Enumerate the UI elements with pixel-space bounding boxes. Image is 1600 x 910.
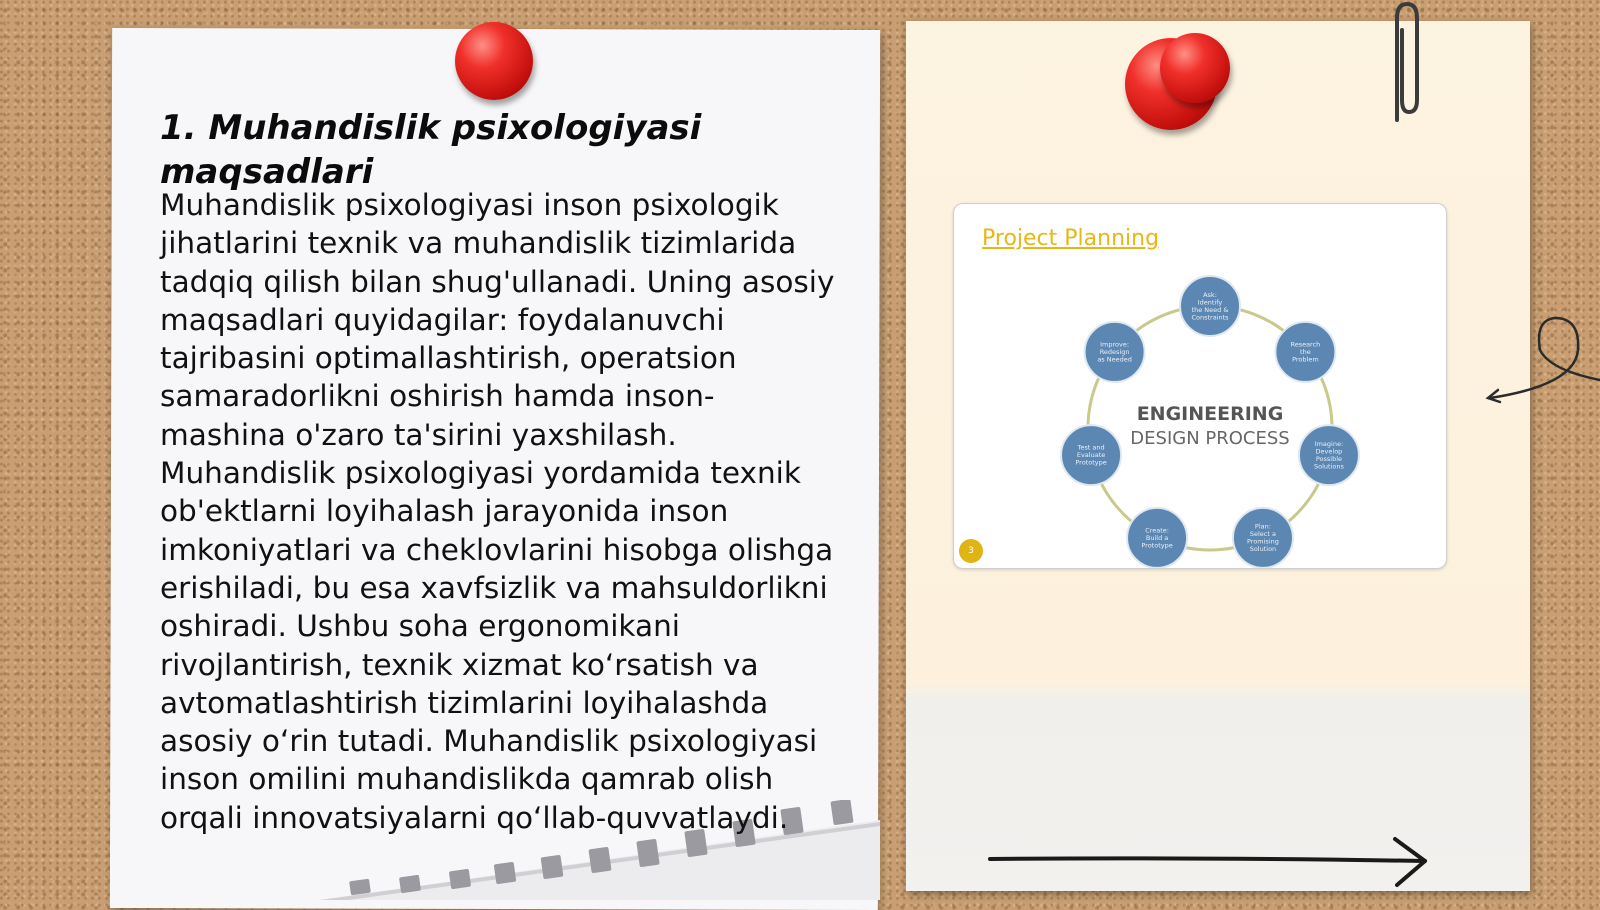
paperclip-icon bbox=[1375, 0, 1435, 130]
slide-title-link[interactable]: Project Planning bbox=[982, 226, 1160, 251]
diagram-center-title: ENGINEERING bbox=[1136, 403, 1284, 425]
svg-text:Plan:Select aPromisingSolution: Plan: Select a Promising Solution bbox=[1246, 522, 1279, 554]
svg-text:Create:Build aPrototype: Create: Build a Prototype bbox=[1141, 526, 1173, 550]
svg-text:Ask:Identifythe Need &Constrai: Ask: Identify the Need & Constraints bbox=[1191, 290, 1229, 322]
process-step-4 bbox=[1233, 508, 1293, 568]
push-pin-icon bbox=[455, 22, 533, 100]
engineering-design-process-diagram bbox=[954, 204, 1446, 568]
body-paragraph: Muhandislik psixologiyasi inson psixologik jihatlarini texnik va muhandislik tizimlarida tadqiq qilish bilan shug'ullanadi. Uning asosiy maqsadlari quyidagilar: foydalanuvchi tajribasini optimallashtirish, operatsion samaradorlikni oshirish hamda inson-mashina o'zaro ta'sirini yaxshilash. Muhandislik psixologiyasi yordamida texnik ob'ektlarni loyihalash jarayonida inson imkoniyatlari va cheklovlarini hisobga olishga erishiladi, bu esa xavfsizlik va mahsuldorlikni oshiradi. Ushbu soha ergonomikani rivojlantirish, texnik xizmat ko‘rsatish va avtomatlashtirish tizimlarini loyihalashda asosiy o‘rin tutadi. Muhandislik psixologiyasi inson omilini muhandislikda qamrab olish orqali innovatsiyalarni qo‘llab-quvvatlaydi. bbox=[160, 188, 835, 835]
process-step-7 bbox=[1085, 322, 1145, 382]
process-step-6 bbox=[1061, 425, 1121, 485]
process-step-1 bbox=[1180, 276, 1240, 336]
process-step-5 bbox=[1127, 508, 1187, 568]
diagram-center-subtitle: DESIGN PROCESS bbox=[1130, 428, 1290, 449]
doodle-loop-icon bbox=[1480, 310, 1600, 410]
slide-thumbnail[interactable] bbox=[953, 203, 1447, 569]
svg-text:Improve:Redesignas Needed: Improve: Redesign as Needed bbox=[1097, 340, 1132, 364]
process-step-2 bbox=[1275, 322, 1335, 382]
slide-page-number: 3 bbox=[959, 539, 983, 563]
svg-text:ResearchtheProblem: Research the Problem bbox=[1290, 340, 1321, 364]
page-title: 1. Muhandislik psixologiyasi maqsadlari bbox=[160, 108, 702, 192]
push-pin-icon bbox=[1160, 33, 1230, 103]
svg-text:Imagine:DevelopPossibleSolutio: Imagine: Develop Possible Solutions bbox=[1314, 439, 1344, 471]
process-step-3 bbox=[1299, 425, 1359, 485]
arrow-right-icon bbox=[985, 835, 1445, 895]
svg-text:Test andEvaluatePrototype: Test and Evaluate Prototype bbox=[1075, 443, 1107, 467]
